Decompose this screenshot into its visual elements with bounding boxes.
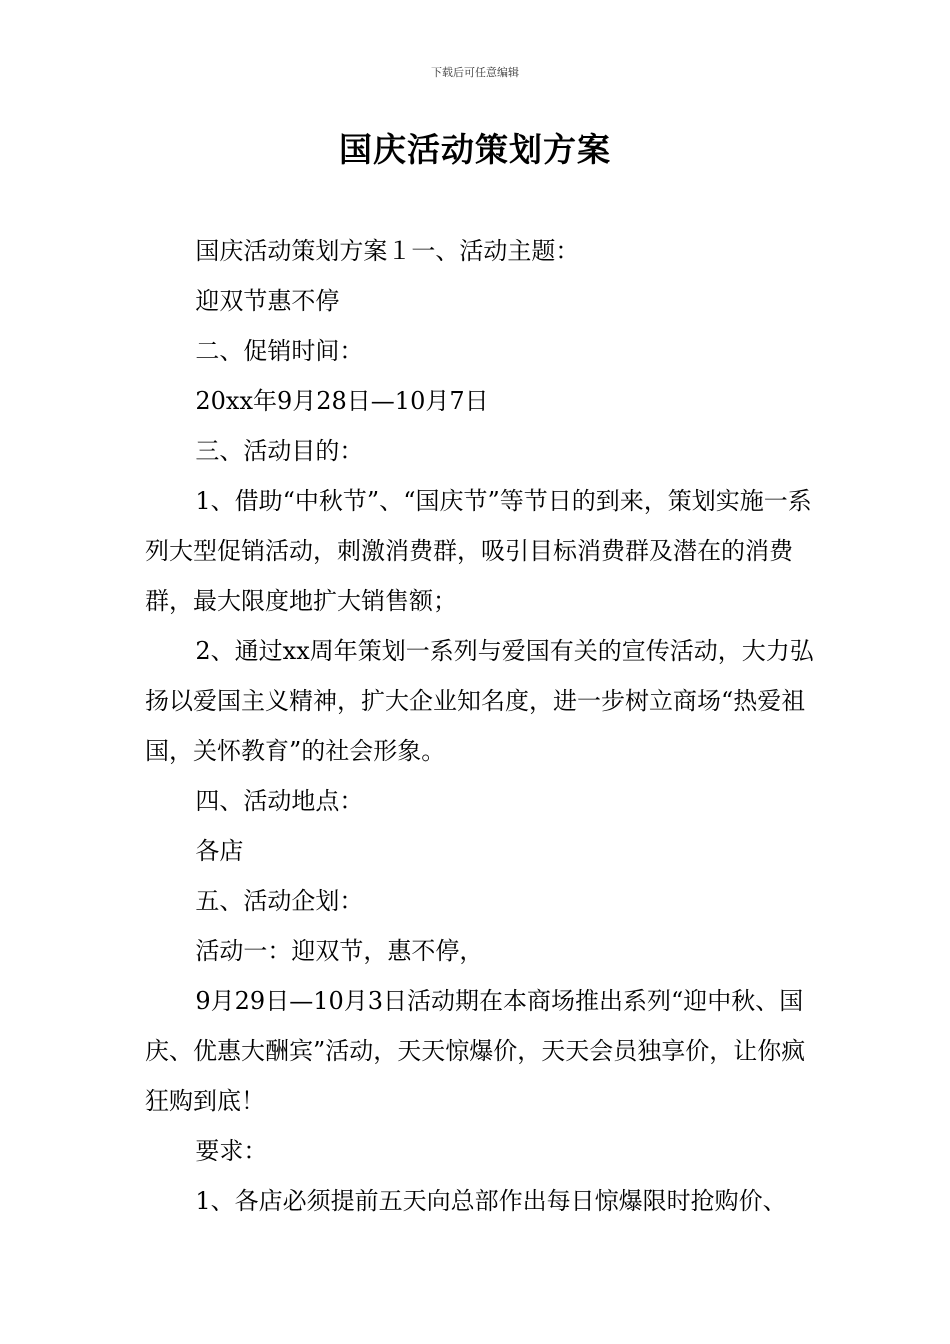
paragraph: 五、活动企划： <box>195 887 364 915</box>
paragraph: 1、各店必须提前五天向总部作出每日惊爆限时抢购价、 <box>195 1187 787 1215</box>
paragraph: 要求： <box>195 1137 268 1165</box>
document-title: 国庆活动策划方案 <box>339 130 611 169</box>
paragraph: 四、活动地点： <box>195 787 364 815</box>
paragraph: 20xx年9月28日—10月7日 <box>195 387 489 415</box>
paragraph: 2、通过xx周年策划一系列与爱国有关的宣传活动，大力弘扬以爱国主义精神，扩大企业知名度，进一步树立商场“热爱祖国，关怀教育”的社会形象。 <box>145 637 814 765</box>
paragraph: 各店 <box>195 837 244 865</box>
header-note: 下载后可任意编辑 <box>431 66 519 79</box>
paragraph: 活动一：迎双节，惠不停， <box>195 937 484 965</box>
paragraph: 9月29日—10月3日活动期在本商场推出系列“迎中秋、国庆、优惠大酬宾”活动，天天惊爆价，天天会员独享价，让你疯狂购到底！ <box>145 987 806 1115</box>
paragraph: 迎双节惠不停 <box>195 287 340 315</box>
paragraph: 国庆活动策划方案１一、活动主题： <box>195 237 580 265</box>
paragraph: 1、借助“中秋节”、“国庆节”等节日的到来，策划实施一系列大型促销活动，刺激消费群，吸引目标消费群及潜在的消费群，最大限度地扩大销售额； <box>145 487 812 615</box>
paragraph: 二、促销时间： <box>195 337 364 365</box>
paragraph: 三、活动目的： <box>195 437 364 465</box>
document-body <box>145 226 825 1226</box>
